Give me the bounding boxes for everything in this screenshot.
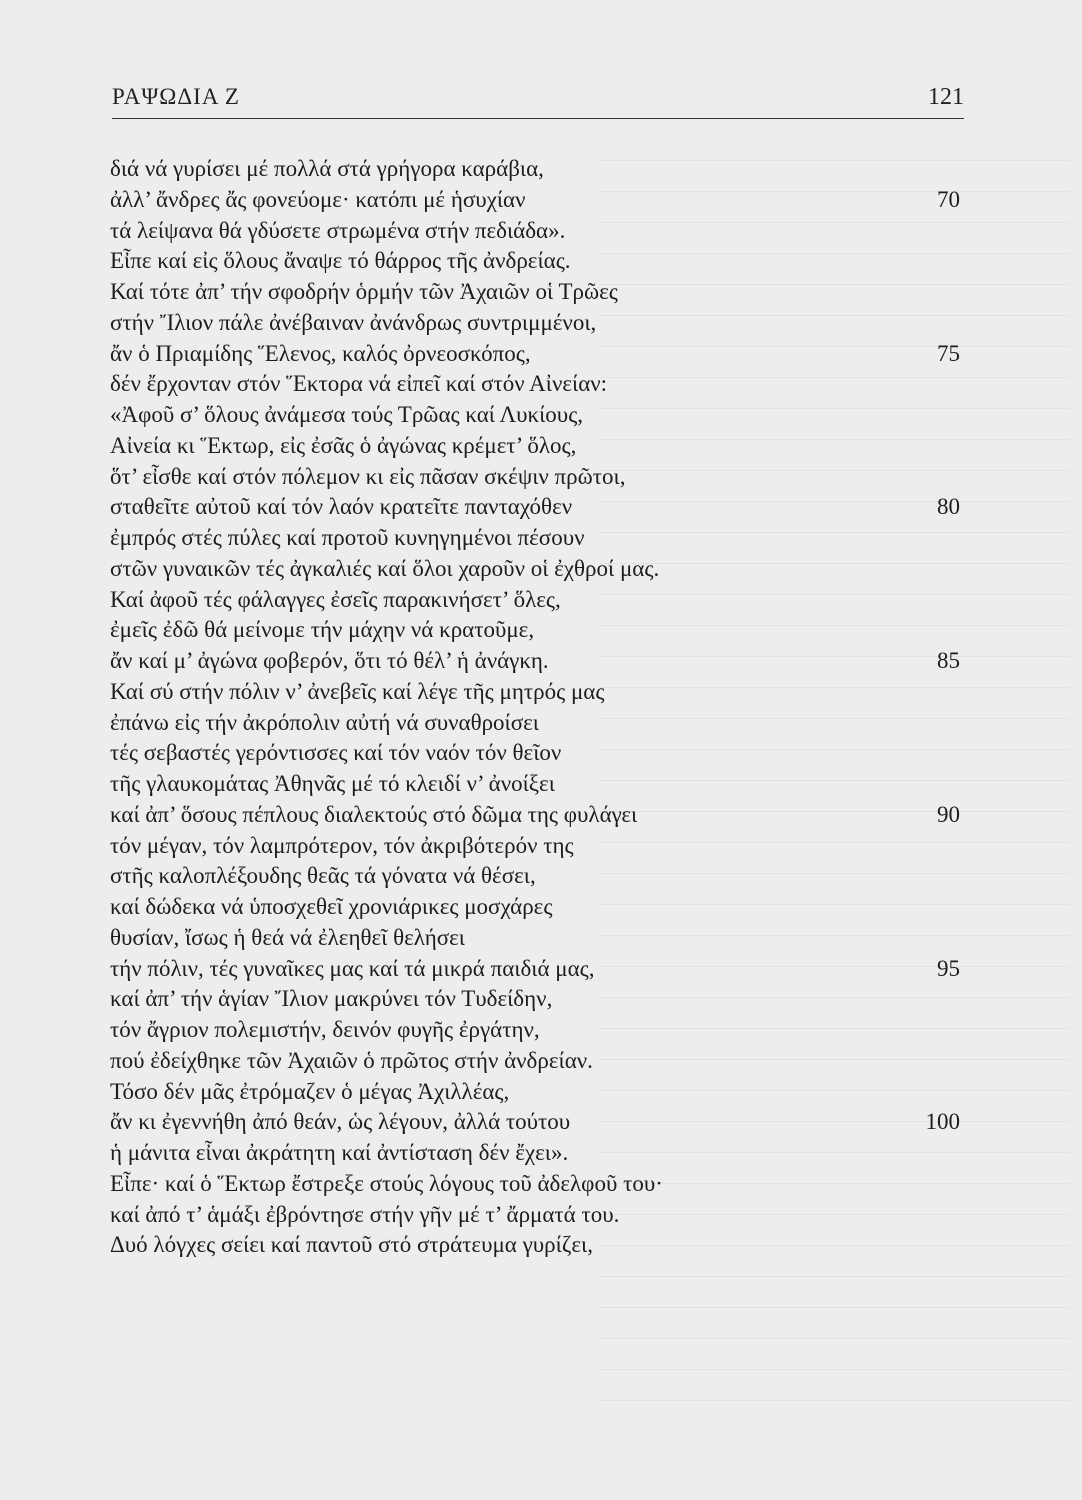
poem-line <box>110 1169 960 1200</box>
poem-line-text: Εἶπε· καί ὁ Ἕκτωρ ἔστρεξε στούς λόγους τοῦ ἀδελφοῦ του· <box>110 1170 663 1196</box>
poem-line-text: δέν ἔρχονταν στόν Ἕκτορα νά εἰπεῖ καί στόν Αἰνείαν: <box>110 371 608 397</box>
poem-line-text: τῆς γλαυκομάτας Ἀθηνᾶς μέ τό κλειδί ν’ ἀνοίξει <box>110 771 555 796</box>
poem-line-text: ἐμεῖς ἐδῶ θά μείνομε τήν μάχην νά κρατοῦμε, <box>110 617 535 643</box>
poem-line-text: καί ἀπ’ ὅσους πέπλους διαλεκτούς στό δῶμα της φυλάγει <box>110 801 638 827</box>
poem-line-text: θυσίαν, ἴσως ἡ θεά νά ἐλεηθεῖ θελήσει <box>110 924 465 950</box>
poem-line-text: Εἶπε καί εἰς ὅλους ἄναψε τό θάρρος τῆς ἀνδρείας. <box>110 248 571 274</box>
poem-line <box>110 1046 960 1077</box>
poem-line <box>110 800 960 831</box>
poem-line-text: πού ἐδείχθηκε τῶν Ἀχαιῶν ὁ πρῶτος στήν ἀνδρείαν. <box>110 1047 593 1073</box>
poem-line <box>110 615 960 646</box>
poem-line <box>110 1138 960 1169</box>
poem-line <box>110 708 960 739</box>
poem-line <box>110 585 960 616</box>
poem-line <box>110 400 960 431</box>
poem-line-text: τά λείψανα θά γδύσετε στρωμένα στήν πεδιάδα». <box>110 217 566 243</box>
poem-line <box>110 769 960 800</box>
line-number: 90 <box>937 801 960 827</box>
poem-line <box>110 1077 960 1108</box>
poem-line-text: τόν ἄγριον πολεμιστήν, δεινόν φυγῆς ἐργάτην, <box>110 1017 540 1042</box>
poem-line <box>110 1230 960 1261</box>
line-number: 100 <box>925 1109 960 1135</box>
poem-line-text: καί δώδεκα νά ὑποσχεθεῖ χρονιάρικες μοσχάρες <box>110 894 553 919</box>
poem-line <box>110 861 960 892</box>
poem-line <box>110 339 960 370</box>
poem-line <box>110 216 960 247</box>
line-number: 80 <box>937 494 960 520</box>
poem-line <box>110 431 960 462</box>
poem-line-text: ἄν κι ἐγεννήθη ἀπό θεάν, ὡς λέγουν, ἀλλά τούτου <box>110 1109 571 1135</box>
poem-line-text: Τόσο δέν μᾶς ἐτρόμαζεν ὁ μέγας Ἀχιλλέας, <box>110 1078 510 1104</box>
poem-line-text: Καί σύ στήν πόλιν ν’ ἀνεβεῖς καί λέγε τῆς μητρός μας <box>110 678 605 704</box>
poem-line-text: «Ἀφοῦ σ’ ὅλους ἀνάμεσα τούς Τρῶας καί Λυκίους, <box>110 402 584 427</box>
poem-line-text: Καί τότε ἀπ’ τήν σφοδρήν ὁρμήν τῶν Ἀχαιῶν οἱ Τρῶες <box>110 279 618 304</box>
poem-line-text: ἡ μάνιτα εἶναι ἀκράτητη καί ἀντίσταση δέν ἔχει». <box>110 1140 569 1165</box>
line-number: 85 <box>937 648 960 673</box>
page-number: 121 <box>928 84 964 110</box>
poem-line <box>110 308 960 339</box>
poem-line <box>110 523 960 554</box>
poem-line-text: ἐπάνω εἰς τήν ἀκρόπολιν αὐτή νά συναθροίσει <box>110 709 539 735</box>
poem-line-text: Δυό λόγχες σείει καί παντοῦ στό στράτευμα γυρίζει, <box>110 1232 593 1258</box>
poem-line <box>110 554 960 585</box>
poem-line <box>110 369 960 400</box>
poem-line <box>110 831 960 862</box>
poem-line <box>110 984 960 1015</box>
poem-line-text: ἄν ὁ Πριαμίδης Ἕλενος, καλός ὀρνεοσκόπος, <box>110 340 531 366</box>
poem-line-text: ἐμπρός στές πύλες καί προτοῦ κυνηγημένοι πέσουν <box>110 525 585 550</box>
line-number: 70 <box>937 186 960 212</box>
poem-line <box>110 923 960 954</box>
poem-line <box>110 892 960 923</box>
poem-line <box>110 185 960 216</box>
poem-line-text: ἀλλ’ ἄνδρες ἄς φονεύομε· κατόπι μέ ἡσυχίαν <box>110 186 526 212</box>
line-number: 95 <box>937 955 960 981</box>
poem-line-text: ὅτ’ εἶσθε καί στόν πόλεμον κι εἰς πᾶσαν σκέψιν πρῶτοι, <box>110 463 626 489</box>
poem-line-text: καί ἀπό τ’ ἁμάξι ἐβρόντησε στήν γῆν μέ τ’ ἄρματά του. <box>110 1201 620 1227</box>
poem-line-text: Αἰνεία κι Ἕκτωρ, εἰς ἐσᾶς ὁ ἀγώνας κρέμετ’ ὅλος, <box>110 432 577 458</box>
poem-line <box>110 462 960 493</box>
poem-line <box>110 646 960 677</box>
poem-line-text: στῆς καλοπλέξουδης θεᾶς τά γόνατα νά θέσει, <box>110 863 536 889</box>
poem-line-text: σταθεῖτε αὐτοῦ καί τόν λαόν κρατεῖτε πανταχόθεν <box>110 494 573 520</box>
poem-line-text: διά νά γυρίσει μέ πολλά στά γρήγορα καράβια, <box>110 156 544 181</box>
poem-line <box>110 738 960 769</box>
poem-line-text: τόν μέγαν, τόν λαμπρότερον, τόν ἀκριβότερόν της <box>110 832 574 858</box>
poem-line <box>110 154 960 185</box>
poem-line <box>110 677 960 708</box>
poem-line-text: στήν Ἴλιον πάλε ἀνέβαιναν ἀνάνδρως συντριμμένοι, <box>110 309 597 335</box>
poem-line <box>110 1200 960 1231</box>
poem-line <box>110 1107 960 1138</box>
poem-line <box>110 1015 960 1046</box>
poem-line <box>110 246 960 277</box>
poem-line <box>110 277 960 308</box>
line-number: 75 <box>937 340 960 366</box>
poem-line-text: Καί ἀφοῦ τές φάλαγγες ἐσεῖς παρακινήσετ’ ὅλες, <box>110 586 561 612</box>
poem-line-text: καί ἀπ’ τήν ἁγίαν Ἴλιον μακρύνει τόν Τυδείδην, <box>110 986 553 1012</box>
poem-text <box>110 154 960 1261</box>
poem-line-text: τήν πόλιν, τές γυναῖκες μας καί τά μικρά παιδιά μας, <box>110 955 595 981</box>
poem-line-text: ἄν καί μ’ ἀγώνα φοβερόν, ὅτι τό θέλ’ ἡ ἀνάγκη. <box>110 648 549 673</box>
poem-line-text: τές σεβαστές γερόντισσες καί τόν ναόν τόν θεῖον <box>110 740 562 766</box>
poem-line <box>110 954 960 985</box>
page-header <box>112 78 964 119</box>
running-head: ΡΑΨΩΔΙΑ Ζ <box>112 84 240 109</box>
poem-line-text: στῶν γυναικῶν τές ἀγκαλιές καί ὅλοι χαροῦν οἱ ἐχθροί μας. <box>110 555 660 581</box>
poem-line <box>110 492 960 523</box>
